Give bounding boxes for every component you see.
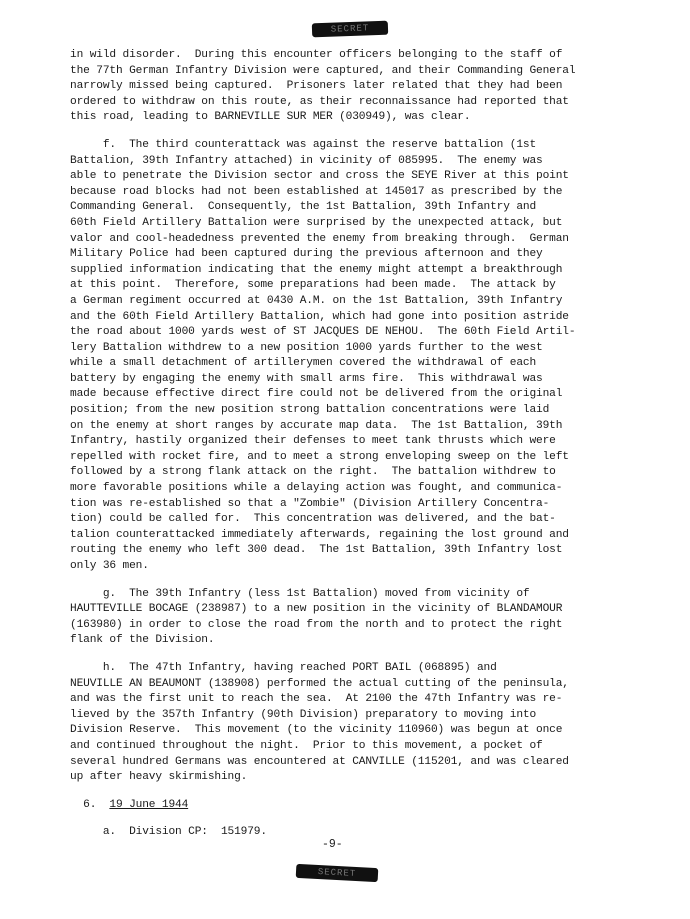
text-line: the road about 1000 yards west of ST JACQUES DE NEHOU. The 60th Field Artil- (70, 326, 576, 339)
text-line: lery Battalion withdrew to a new position 1000 yards further to the west (70, 341, 543, 354)
text-line: lieved by the 357th Infantry (90th Division) preparatory to moving into (70, 708, 537, 721)
text-line: battery by engaging the enemy with small arms fire. This withdrawal was (70, 372, 543, 385)
text-line: repelled with rocket fire, and to meet a strong enveloping sweep on the left (70, 450, 569, 463)
text-line: a German regiment occurred at 0430 A.M. on the 1st Battalion, 39th Infantry (70, 294, 563, 307)
text-line: Division Reserve. This movement (to the vicinity 110960) was begun at once (70, 724, 563, 737)
text-line: more favorable positions while a delaying action was fought, and communica- (70, 482, 563, 495)
text-line: and was the first unit to reach the sea. At 2100 the 47th Infantry was re- (70, 693, 563, 706)
text-line: several hundred Germans was encountered at CANVILLE (115201, and was cleared (70, 755, 569, 768)
text-line: Battalion, 39th Infantry attached) in vicinity of 085995. The enemy was (70, 154, 543, 167)
text-line: Infantry, hastily organized their defenses to meet tank thrusts which were (70, 435, 556, 448)
classification-stamp-bottom: SECRET (296, 864, 379, 882)
paragraph-6a (70, 825, 640, 841)
paragraph-gap (70, 813, 640, 825)
text-line: supplied information indicating that the enemy might attempt a breakthrough (70, 263, 563, 276)
paragraph-gap (70, 649, 640, 661)
text-line: flank of the Division. (70, 634, 215, 647)
text-line: valor and cool-headedness prevented the enemy from breaking through. German (70, 232, 569, 245)
text-line: and continued throughout the night. Prior to this movement, a pocket of (70, 739, 543, 752)
paragraph-g (70, 587, 640, 649)
text-line: able to penetrate the Division sector and cross the SEYE River at this point (70, 170, 569, 183)
text-line: Military Police had been captured during the previous afternoon and they (70, 248, 543, 261)
text-line: Commanding General. Consequently, the 1st Battalion, 39th Infantry and (70, 201, 537, 214)
text-line: routing the enemy who left 300 dead. The 1st Battalion, 39th Infantry lost (70, 544, 563, 557)
document-body (70, 48, 640, 841)
paragraph-continuation (70, 48, 640, 126)
text-line: ordered to withdraw on this route, as their reconnaissance had reported that (70, 95, 569, 108)
paragraph-f (70, 138, 640, 575)
text-line: HAUTTEVILLE BOCAGE (238987) to a new position in the vicinity of BLANDAMOUR (70, 603, 563, 616)
paragraph-section-6 (70, 798, 640, 814)
paragraph-gap (70, 786, 640, 798)
text-line: position; from the new position strong battalion concentrations were laid (70, 404, 550, 417)
text-line: only 36 men. (70, 560, 149, 572)
text-line: NEUVILLE AN BEAUMONT (138908) performed the actual cutting of the peninsula, (70, 677, 569, 690)
text-line: and the 60th Field Artillery Battalion, which had gone into position astride (70, 310, 569, 323)
text-line: in wild disorder. During this encounter officers belonging to the staff of (70, 49, 563, 61)
text-line: h. The 47th Infantry, having reached PORT BAIL (068895) and (70, 661, 497, 674)
text-line: a. Division CP: 151979. (70, 826, 267, 839)
paragraph-gap (70, 126, 640, 138)
text-line: while a small detachment of artillerymen covered the withdrawal of each (70, 357, 537, 370)
paragraph-gap (70, 575, 640, 587)
text-line: up after heavy skirmishing. (70, 771, 248, 784)
text-line: g. The 39th Infantry (less 1st Battalion) moved from vicinity of (70, 587, 530, 600)
text-line: on the enemy at short ranges by accurate map data. The 1st Battalion, 39th (70, 419, 563, 432)
text-line: tion) could be called for. This concentration was delivered, and the bat- (70, 513, 556, 526)
text-line: tion was re-established so that a "Zombie" (Division Artillery Concentra- (70, 497, 550, 510)
text-line: 60th Field Artillery Battalion were surprised by the unexpected attack, but (70, 216, 563, 229)
text-line: (163980) in order to close the road from the north and to protect the right (70, 618, 563, 631)
text-line: followed by a strong flank attack on the right. The battalion withdrew to (70, 466, 556, 479)
text-line: made because effective direct fire could not be delivered from the original (70, 388, 563, 401)
text-line: f. The third counterattack was against the reserve battalion (1st (70, 138, 537, 151)
text-line: this road, leading to BARNEVILLE SUR MER (030949), was clear. (70, 111, 471, 124)
page-number: -9- (322, 838, 343, 851)
classification-stamp-top: SECRET (312, 21, 388, 38)
text-line: narrowly missed being captured. Prisoners later related that they had been (70, 80, 563, 93)
text-line: because road blocks had not been established at 145017 as prescribed by the (70, 185, 563, 198)
text-line: at this point. Therefore, some preparations had been made. The attack by (70, 279, 556, 292)
text-line: the 77th German Infantry Division were captured, and their Commanding General (70, 64, 576, 77)
paragraph-h (70, 661, 640, 786)
text-line: talion counterattacked immediately afterwards, regaining the lost ground and (70, 528, 569, 541)
text-line: 6. 19 June 1944 (70, 798, 189, 811)
